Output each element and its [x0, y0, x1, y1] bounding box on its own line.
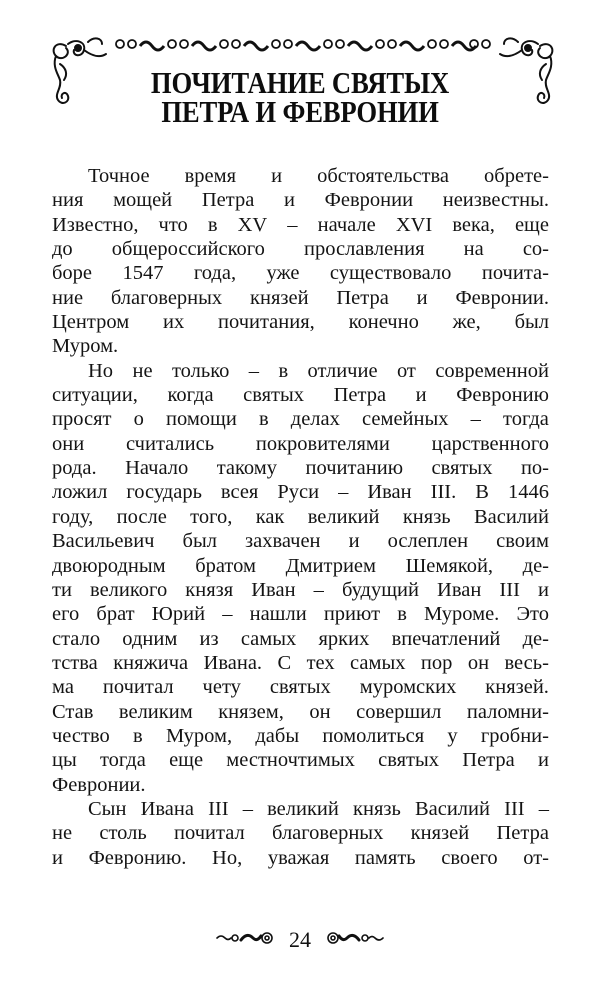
text-line: Но не только – в отличие от современной: [88, 359, 549, 382]
body-text: [52, 164, 549, 870]
flourish-left-icon: [215, 930, 275, 951]
text-line: и Февронию. Но, уважая память своего от-: [52, 846, 549, 869]
title-line-2: ПЕТРА И ФЕВРОНИИ: [161, 94, 439, 129]
page-title: [42, 65, 558, 129]
text-line: боре 1547 года, уже существовало почита-: [52, 262, 549, 285]
text-line: Муром.: [52, 335, 119, 358]
text-line: ложил государь всея Руси – Иван III. В 1446: [52, 481, 549, 504]
text-line: его брат Юрий – нашли приют в Муроме. Это: [52, 603, 549, 626]
flourish-right-icon: [325, 930, 385, 951]
text-line: чество в Муром, дабы помолиться у гробни-: [52, 724, 549, 747]
text-line: не столь почитал благоверных князей Петра: [52, 822, 549, 845]
text-line: Васильевич был захвачен и ослеплен своим: [52, 530, 549, 553]
text-line: просят о помощи в делах семейных – тогда: [52, 408, 549, 431]
text-line: стало одним из самых ярких впечатлений де-: [52, 627, 549, 650]
text-line: тства княжича Ивана. С тех самых пор он весь-: [52, 651, 549, 674]
text-line: ния мощей Петра и Февронии неизвестны.: [52, 189, 549, 212]
text-line: цы тогда еще местночтимых святых Петра и: [52, 749, 549, 772]
text-line: они считались покровителями царственного: [52, 432, 549, 455]
text-line: ти великого князя Иван – будущий Иван III и: [52, 578, 549, 601]
paragraph-1: [52, 164, 549, 359]
text-line: ма почитал чету святых муромских князей.: [52, 676, 549, 699]
text-line: ситуации, когда святых Петра и Февронию: [52, 384, 549, 407]
text-line: Февронии.: [52, 773, 146, 796]
text-line: до общероссийского прославления на со-: [52, 238, 549, 261]
text-line: Центром их почитания, конечно же, был: [52, 311, 549, 334]
text-line: Сын Ивана III – великий князь Василий III –: [88, 797, 549, 820]
text-line: рода. Начало такому почитанию святых по-: [52, 457, 549, 480]
page-number: 24: [289, 927, 311, 952]
paragraph-3: [52, 797, 549, 870]
text-line: Известно, что в XV – начале XVI века, еще: [52, 213, 549, 236]
page-footer: [0, 922, 600, 958]
text-line: Точное время и обстоятельства обрете-: [88, 165, 549, 187]
title-line-1: ПОЧИТАНИЕ СВЯТЫХ: [150, 65, 450, 100]
text-line: ние благоверных князей Петра и Февронии.: [52, 286, 549, 309]
text-line: двоюродным братом Дмитрием Шемякой, де-: [52, 554, 549, 577]
text-line: Став великим князем, он совершил паломни-: [52, 700, 549, 723]
text-line: году, после того, как великий князь Василий: [52, 505, 549, 528]
paragraph-2: [52, 359, 549, 797]
